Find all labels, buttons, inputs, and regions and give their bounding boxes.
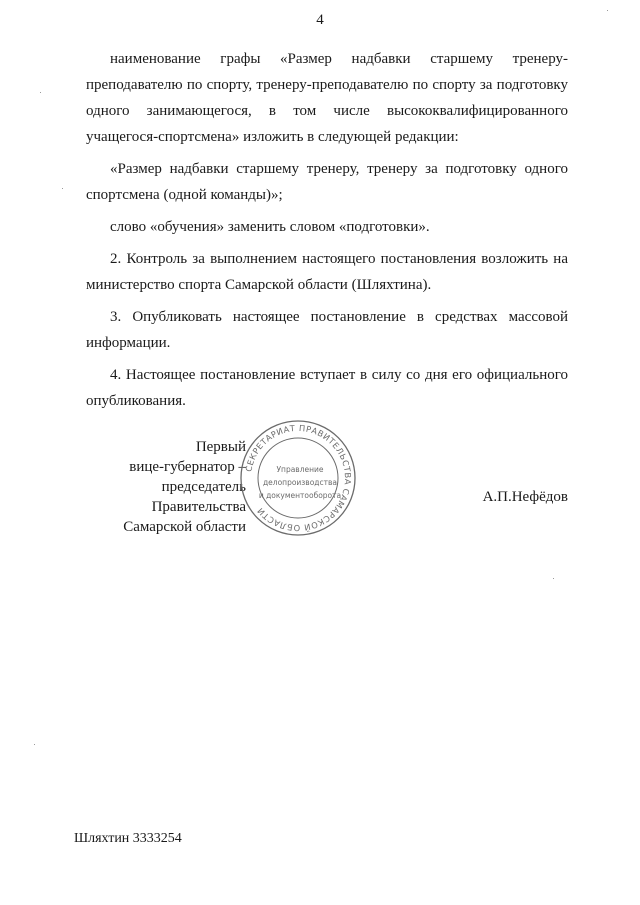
seal-inner-line: Управление [276,465,324,474]
page-number: 4 [316,12,324,28]
signatory-title-line: председатель Правительства [151,479,246,515]
paragraph-column-name: наименование графы «Размер надбавки старшему тренеру-преподавателю по спорту, тренеру-преподавателю по спорту за подготовку одного занимающегося, в том числе высококвалифицированного учащегося-спортсмена» изложить в следующей редакции: [86,51,568,145]
executor-contact: Шляхтин 3333254 [74,831,182,846]
paragraph-control: 2. Контроль за выполнением настоящего постановления возложить на министерство спорта Самарской области (Шляхтина). [86,251,568,293]
signatory-title [86,437,246,537]
seal-inner-line: и документооборота [258,491,342,500]
scan-speck [34,744,35,745]
signatory-title-line: вице-губернатор – [129,459,246,475]
scan-speck [553,578,554,579]
scan-speck [62,188,63,189]
scan-speck [40,92,41,93]
official-seal [238,418,358,538]
paragraph-word-replace: слово «обучения» заменить словом «подготовки». [110,219,430,235]
paragraph-publish: 3. Опубликовать настоящее постановление в средствах массовой информации. [86,309,568,351]
paragraph-effective: 4. Настоящее постановление вступает в силу со дня его официального опубликования. [86,367,568,409]
signatory-name: А.П.Нефёдов [482,489,568,505]
seal-inner-line: делопроизводства [262,478,338,487]
scan-speck [607,10,608,11]
signatory-title-line: Самарской области [123,519,246,535]
document-body [86,46,568,414]
signatory-title-line: Первый [195,439,246,455]
seal-outer-text: СЕКРЕТАРИАТ ПРАВИТЕЛЬСТВА САМАРСКОЙ ОБЛАСТИ [243,422,354,534]
paragraph-new-wording: «Размер надбавки старшему тренеру, тренеру за подготовку одного спортсмена (одной команды)»; [86,161,568,203]
